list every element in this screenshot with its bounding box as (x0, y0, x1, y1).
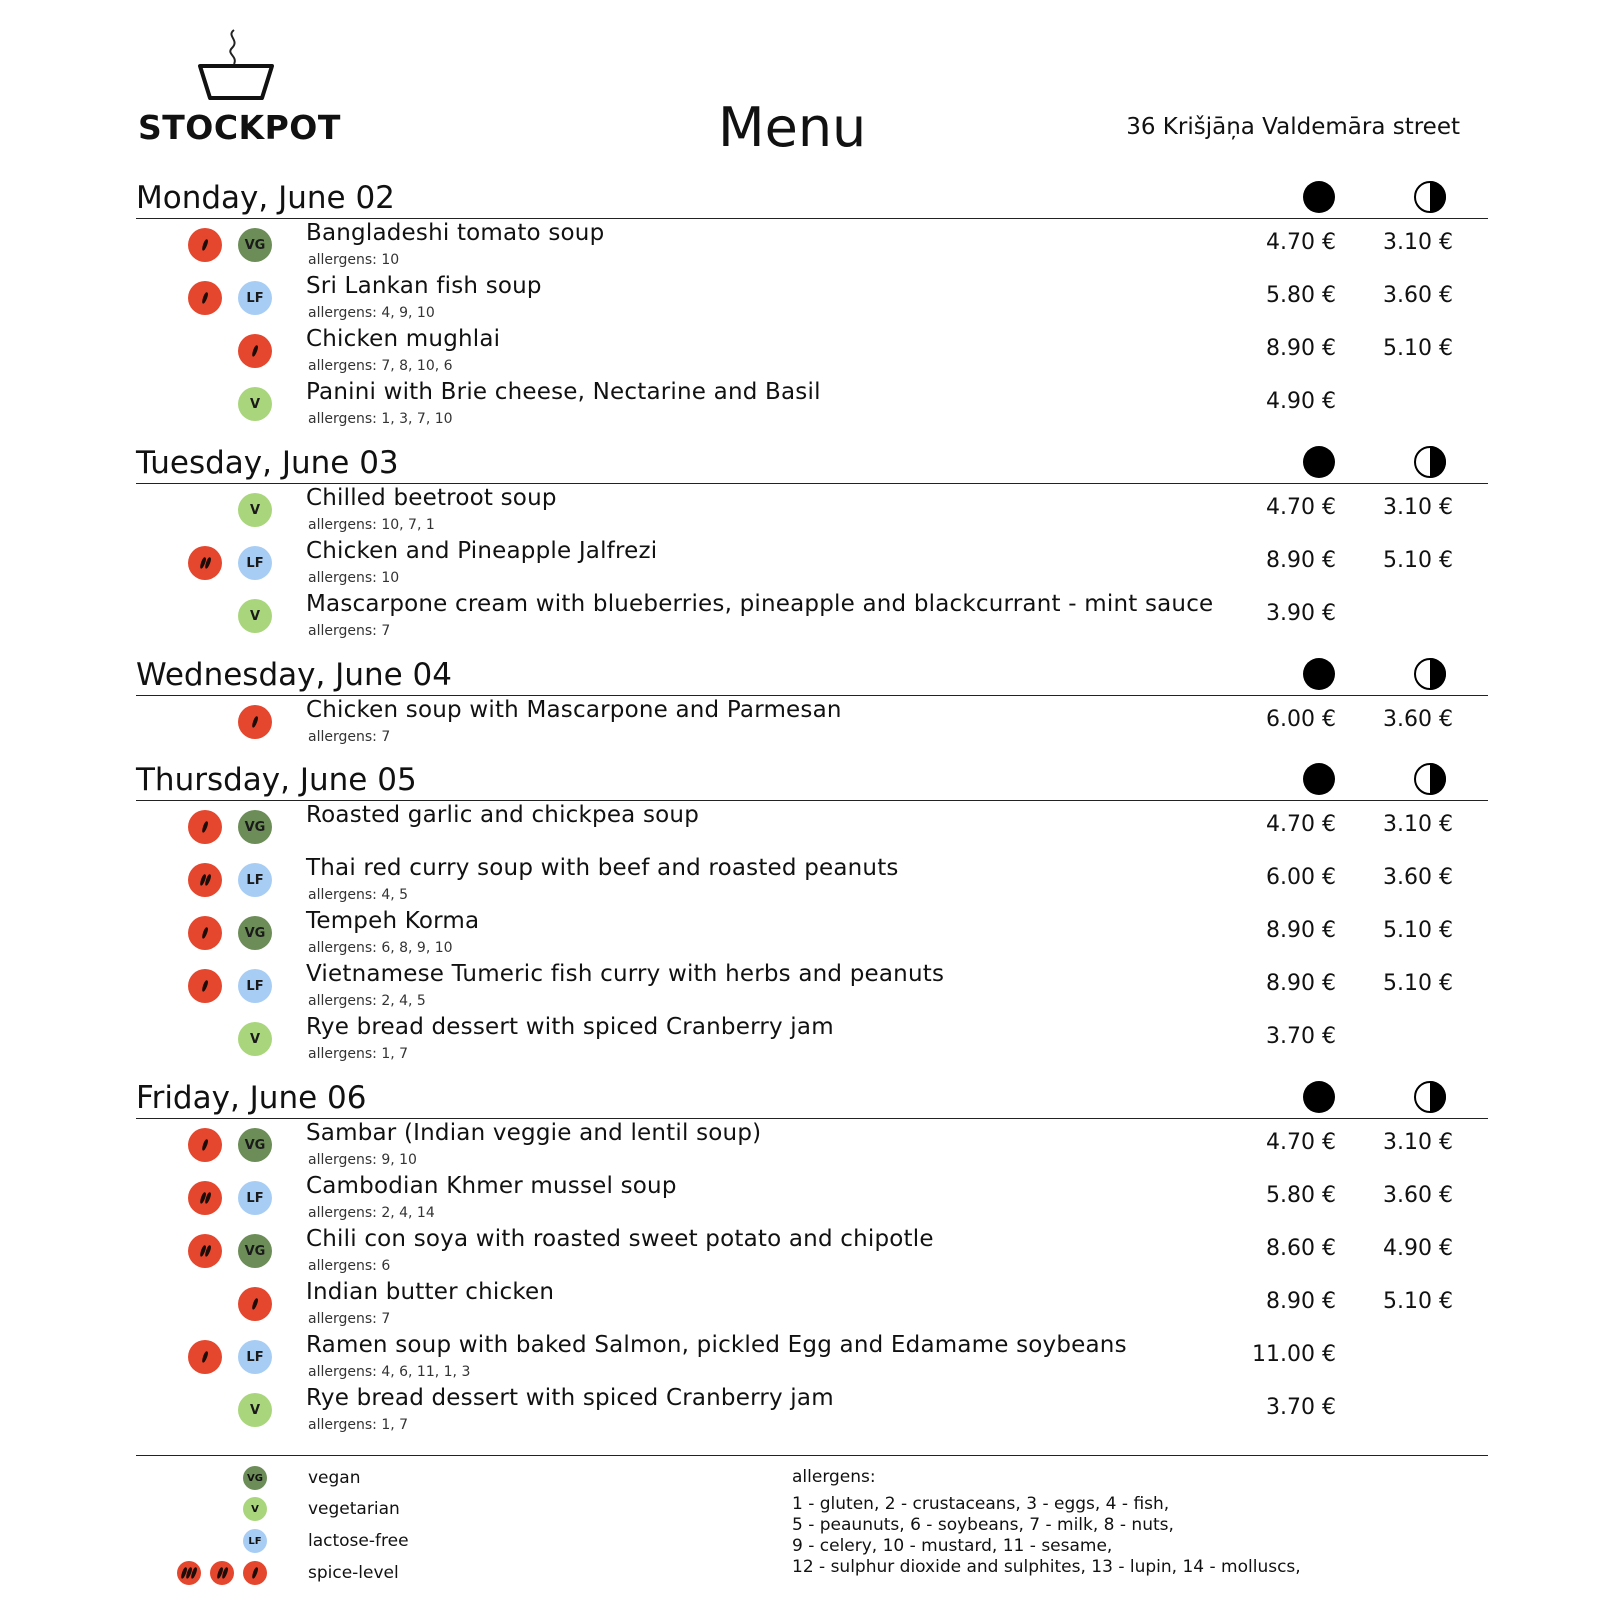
address: 36 Krišjāņa Valdemāra street (1126, 114, 1460, 140)
day-title: Wednesday, June 04 (136, 657, 452, 693)
dish-allergens: allergens: 9, 10 (308, 1152, 417, 1168)
vegetarian-badge: V (238, 1022, 272, 1056)
dish-name: Tempeh Korma (306, 908, 480, 934)
price-half: 3.60 € (1383, 1183, 1453, 1208)
spice-level-icon (188, 228, 222, 262)
legend-divider (136, 1455, 1488, 1456)
list-item (136, 381, 1488, 434)
dish-allergens: allergens: 1, 7 (308, 1417, 409, 1433)
price-half: 5.10 € (1383, 1289, 1453, 1314)
dish-name: Indian butter chicken (306, 1279, 555, 1305)
vegetarian-badge: V (238, 1393, 272, 1427)
list-item (136, 1281, 1488, 1334)
legend-label: spice-level (308, 1563, 399, 1583)
allergen-legend-line: 9 - celery, 10 - mustard, 11 - sesame, (792, 1536, 1113, 1556)
lactose-free-badge: LF (238, 1340, 272, 1374)
page-title: Menu (718, 96, 867, 159)
list-item (136, 222, 1488, 275)
dish-allergens: allergens: 2, 4, 5 (308, 993, 426, 1009)
dish-allergens: allergens: 4, 9, 10 (308, 305, 435, 321)
spice-level-icon (188, 281, 222, 315)
list-item (136, 1334, 1488, 1387)
vegan-badge: VG (238, 228, 272, 262)
price-full: 8.90 € (1266, 918, 1336, 943)
price-full: 4.70 € (1266, 230, 1336, 255)
list-item (136, 963, 1488, 1016)
legend-spice-level (136, 1561, 536, 1589)
legend-vegan (136, 1466, 536, 1494)
lactose-free-badge: LF (238, 1181, 272, 1215)
allergen-legend-title: allergens: (792, 1467, 876, 1487)
list-item (136, 487, 1488, 540)
vegetarian-badge: V (238, 599, 272, 633)
day-header (136, 653, 1488, 696)
vegan-badge: VG (238, 1128, 272, 1162)
price-half: 3.10 € (1383, 495, 1453, 520)
spice-level-icon (238, 705, 272, 739)
dish-allergens: allergens: 1, 7 (308, 1046, 409, 1062)
dish-allergens: allergens: 7 (308, 1311, 391, 1327)
half-portion-icon (1413, 445, 1447, 479)
price-full: 8.60 € (1266, 1236, 1336, 1261)
dish-name: Rye bread dessert with spiced Cranberry jam (306, 1385, 834, 1411)
day-title: Tuesday, June 03 (136, 445, 399, 481)
dish-name: Roasted garlic and chickpea soup (306, 802, 700, 828)
price-full: 6.00 € (1266, 865, 1336, 890)
price-full: 5.80 € (1266, 283, 1336, 308)
list-item (136, 857, 1488, 910)
price-half: 3.60 € (1383, 283, 1453, 308)
dish-allergens: allergens: 10 (308, 252, 400, 268)
day-title: Thursday, June 05 (136, 762, 417, 798)
full-portion-icon (1302, 762, 1336, 796)
day-header (136, 758, 1488, 801)
vegetarian-badge: V (238, 387, 272, 421)
price-full: 5.80 € (1266, 1183, 1336, 1208)
day-title: Friday, June 06 (136, 1080, 367, 1116)
price-full: 4.70 € (1266, 812, 1336, 837)
full-portion-icon (1302, 445, 1336, 479)
vegetarian-badge: V (243, 1497, 267, 1521)
half-portion-icon (1413, 1080, 1447, 1114)
list-item (136, 1387, 1488, 1440)
spice-level-icon (243, 1561, 267, 1585)
dish-name: Sambar (Indian veggie and lentil soup) (306, 1120, 762, 1146)
list-item (136, 328, 1488, 381)
spice-level-icon (188, 969, 222, 1003)
list-item (136, 699, 1488, 752)
dish-name: Chili con soya with roasted sweet potato and chipotle (306, 1226, 934, 1252)
lactose-free-badge: LF (243, 1529, 267, 1553)
lactose-free-badge: LF (238, 546, 272, 580)
price-full: 11.00 € (1252, 1342, 1336, 1367)
dish-name: Mascarpone cream with blueberries, pineapple and blackcurrant - mint sauce (306, 591, 1214, 617)
dish-allergens: allergens: 7 (308, 623, 391, 639)
dish-allergens: allergens: 1, 3, 7, 10 (308, 411, 453, 427)
dish-name: Chilled beetroot soup (306, 485, 557, 511)
price-full: 3.70 € (1266, 1395, 1336, 1420)
dish-allergens: allergens: 2, 4, 14 (308, 1205, 435, 1221)
dish-allergens: allergens: 10 (308, 570, 400, 586)
price-full: 4.70 € (1266, 1130, 1336, 1155)
vegan-badge: VG (243, 1466, 267, 1490)
price-full: 6.00 € (1266, 707, 1336, 732)
full-portion-icon (1302, 180, 1336, 214)
spice-level-icon (188, 546, 222, 580)
price-half: 3.60 € (1383, 865, 1453, 890)
price-full: 4.70 € (1266, 495, 1336, 520)
list-item (136, 804, 1488, 857)
dish-name: Chicken and Pineapple Jalfrezi (306, 538, 658, 564)
allergen-legend-line: 12 - sulphur dioxide and sulphites, 13 - lupin, 14 - molluscs, (792, 1557, 1301, 1577)
lactose-free-badge: LF (238, 969, 272, 1003)
price-half: 5.10 € (1383, 336, 1453, 361)
dish-name: Vietnamese Tumeric fish curry with herbs and peanuts (306, 961, 945, 987)
list-item (136, 1228, 1488, 1281)
legend-label: vegetarian (308, 1499, 400, 1519)
allergen-legend (792, 1467, 1301, 1578)
half-portion-icon (1413, 762, 1447, 796)
spice-level-icon (188, 916, 222, 950)
vegetarian-badge: V (238, 493, 272, 527)
day-title: Monday, June 02 (136, 180, 395, 216)
list-item (136, 1175, 1488, 1228)
price-full: 4.90 € (1266, 389, 1336, 414)
vegan-badge: VG (238, 810, 272, 844)
list-item (136, 1016, 1488, 1069)
dish-name: Chicken mughlai (306, 326, 501, 352)
spice-level-icon (188, 1340, 222, 1374)
list-item (136, 1122, 1488, 1175)
list-item (136, 910, 1488, 963)
dish-name: Chicken soup with Mascarpone and Parmesan (306, 697, 842, 723)
full-portion-icon (1302, 657, 1336, 691)
spice-level-icon (188, 810, 222, 844)
dish-allergens: allergens: 10, 7, 1 (308, 517, 435, 533)
list-item (136, 540, 1488, 593)
dish-name: Sri Lankan fish soup (306, 273, 542, 299)
spice-level-icon (177, 1561, 201, 1585)
stockpot-icon (196, 26, 276, 106)
vegan-badge: VG (238, 916, 272, 950)
lactose-free-badge: LF (238, 281, 272, 315)
price-half: 4.90 € (1383, 1236, 1453, 1261)
dish-allergens: allergens: 7, 8, 10, 6 (308, 358, 453, 374)
spice-level-icon (210, 1561, 234, 1585)
price-half: 3.60 € (1383, 707, 1453, 732)
vegan-badge: VG (238, 1234, 272, 1268)
dish-name: Cambodian Khmer mussel soup (306, 1173, 677, 1199)
allergen-legend-line: 5 - peaunuts, 6 - soybeans, 7 - milk, 8 - nuts, (792, 1515, 1174, 1535)
allergen-legend-line: 1 - gluten, 2 - crustaceans, 3 - eggs, 4 - fish, (792, 1494, 1170, 1514)
full-portion-icon (1302, 1080, 1336, 1114)
dish-allergens: allergens: 6, 8, 9, 10 (308, 940, 453, 956)
half-portion-icon (1413, 657, 1447, 691)
list-item (136, 593, 1488, 646)
price-full: 8.90 € (1266, 1289, 1336, 1314)
legend-label: vegan (308, 1468, 361, 1488)
legend-vegetarian (136, 1497, 536, 1525)
price-full: 3.70 € (1266, 1024, 1336, 1049)
dish-name: Ramen soup with baked Salmon, pickled Egg and Edamame soybeans (306, 1332, 1127, 1358)
price-half: 5.10 € (1383, 548, 1453, 573)
spice-level-icon (238, 334, 272, 368)
spice-level-icon (238, 1287, 272, 1321)
day-header (136, 1076, 1488, 1119)
price-half: 3.10 € (1383, 230, 1453, 255)
price-full: 8.90 € (1266, 548, 1336, 573)
dish-name: Panini with Brie cheese, Nectarine and Basil (306, 379, 821, 405)
price-half: 3.10 € (1383, 1130, 1453, 1155)
logo (138, 26, 341, 147)
dish-allergens: allergens: 6 (308, 1258, 391, 1274)
dish-allergens: allergens: 4, 5 (308, 887, 409, 903)
dish-name: Bangladeshi tomato soup (306, 220, 605, 246)
legend-label: lactose-free (308, 1531, 409, 1551)
legend-lactose-free (136, 1529, 536, 1557)
price-half: 5.10 € (1383, 918, 1453, 943)
dish-allergens: allergens: 4, 6, 11, 1, 3 (308, 1364, 471, 1380)
day-header (136, 441, 1488, 484)
list-item (136, 275, 1488, 328)
brand-name: STOCKPOT (138, 108, 341, 147)
price-full: 8.90 € (1266, 971, 1336, 996)
day-header (136, 176, 1488, 219)
half-portion-icon (1413, 180, 1447, 214)
spice-level-icon (188, 863, 222, 897)
spice-level-icon (188, 1128, 222, 1162)
price-full: 8.90 € (1266, 336, 1336, 361)
dish-name: Rye bread dessert with spiced Cranberry jam (306, 1014, 834, 1040)
dish-name: Thai red curry soup with beef and roasted peanuts (306, 855, 899, 881)
dish-allergens: allergens: 7 (308, 729, 391, 745)
price-half: 3.10 € (1383, 812, 1453, 837)
spice-level-icon (188, 1234, 222, 1268)
price-full: 3.90 € (1266, 601, 1336, 626)
price-half: 5.10 € (1383, 971, 1453, 996)
spice-level-icon (188, 1181, 222, 1215)
lactose-free-badge: LF (238, 863, 272, 897)
